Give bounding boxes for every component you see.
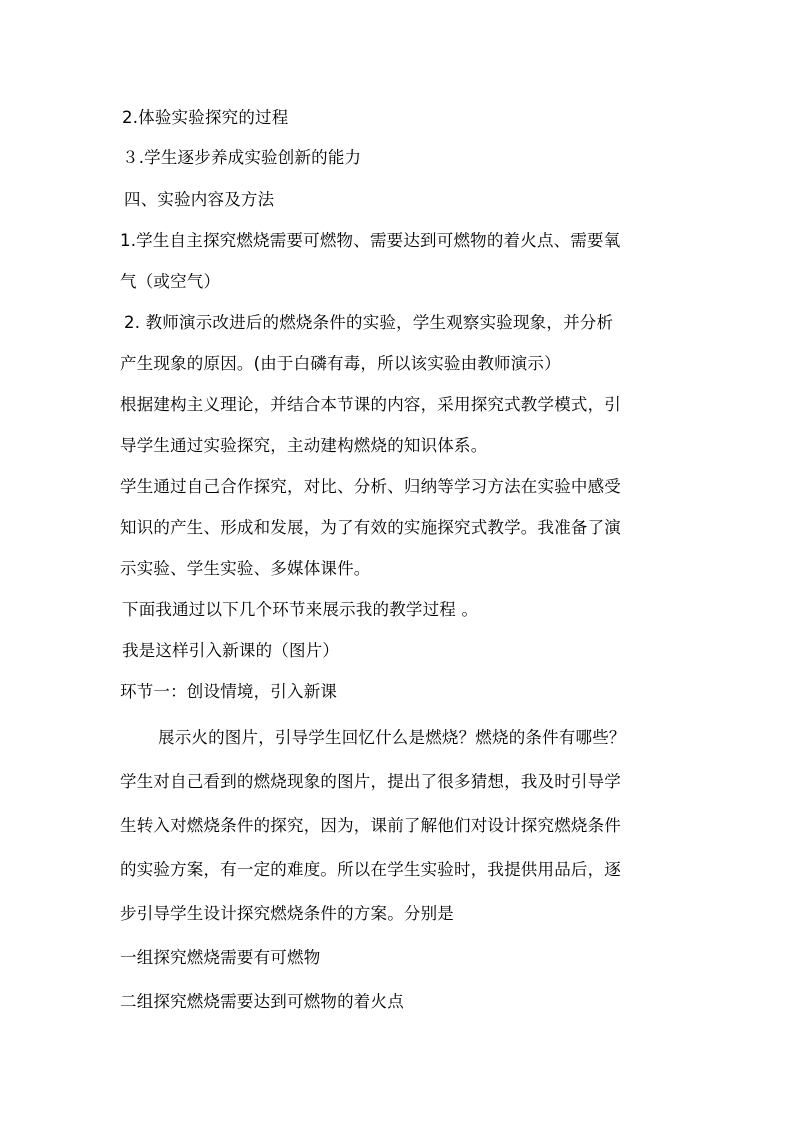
text-line-20: 步引导学生设计探究燃烧条件的方案。分别是 bbox=[120, 904, 454, 923]
section-heading: 四、实验内容及方法 bbox=[124, 190, 275, 209]
text-line-18: 生转入对燃烧条件的探究，因为，课前了解他们对设计探究燃烧条件 bbox=[120, 816, 621, 835]
text-line-1: 2.体验实验探究的过程 bbox=[122, 108, 289, 127]
text-line-16: 展示火的图片，引导学生回忆什么是燃烧？燃烧的条件有哪些？ bbox=[158, 728, 626, 747]
text-line-10: 学生通过自己合作探究，对比、分析、归纳等学习方法在实验中感受 bbox=[120, 477, 621, 496]
text-line-6: 2. 教师演示改进后的燃烧条件的实验，学生观察实验现象，并分析 bbox=[124, 313, 614, 332]
text-line-11: 知识的产生、形成和发展，为了有效的实施探究式教学。我准备了演 bbox=[120, 518, 621, 537]
text-line-12: 示实验、学生实验、多媒体课件。 bbox=[120, 559, 371, 578]
text-line-22: 二组探究燃烧需要达到可燃物的着火点 bbox=[120, 992, 404, 1011]
text-line-4: 1.学生自主探究燃烧需要可燃物、需要达到可燃物的着火点、需要氧 bbox=[120, 231, 621, 250]
text-line-2: ３.学生逐步养成实验创新的能力 bbox=[122, 148, 362, 167]
text-line-13: 下面我通过以下几个环节来展示我的教学过程 。 bbox=[122, 600, 479, 619]
text-line-8: 根据建构主义理论，并结合本节课的内容，采用探究式教学模式，引 bbox=[120, 395, 621, 414]
text-line-17: 学生对自己看到的燃烧现象的图片，提出了很多猜想，我及时引导学 bbox=[120, 772, 621, 791]
text-line-5: 气（或空气） bbox=[120, 272, 221, 291]
text-line-19: 的实验方案，有一定的难度。所以在学生实验时，我提供用品后，逐 bbox=[120, 860, 621, 879]
text-line-7: 产生现象的原因。(由于白磷有毒，所以该实验由教师演示） bbox=[120, 354, 561, 373]
text-line-15: 环节一：创设情境，引入新课 bbox=[120, 682, 338, 701]
text-line-21: 一组探究燃烧需要有可燃物 bbox=[120, 948, 321, 967]
text-line-9: 导学生通过实验探究，主动建构燃烧的知识体系。 bbox=[120, 436, 488, 455]
text-line-14: 我是这样引入新课的（图片） bbox=[122, 641, 340, 660]
